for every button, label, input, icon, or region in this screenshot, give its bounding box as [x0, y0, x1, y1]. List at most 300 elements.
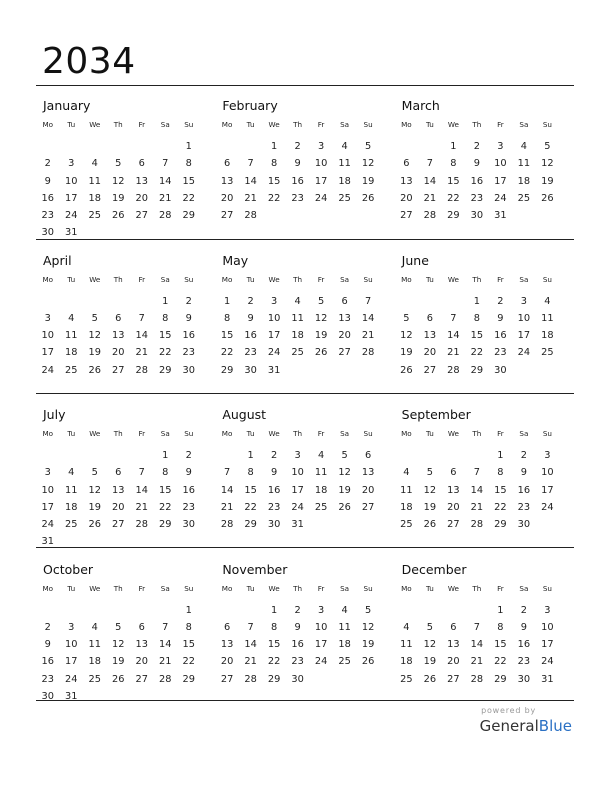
day-cell: 14: [159, 175, 172, 187]
day-cell: 6: [450, 467, 457, 479]
day-cell: 17: [65, 192, 78, 204]
day-cell: 13: [361, 467, 375, 479]
day-cell: 11: [338, 158, 351, 170]
day-cell: 25: [517, 192, 531, 204]
day-cell: 1: [247, 450, 254, 461]
weekday-header: Mo: [221, 274, 233, 284]
day-cell: 4: [341, 604, 348, 616]
weekday-header: Tu: [425, 274, 434, 284]
week-row: [395, 155, 560, 172]
day-cell: 11: [517, 158, 531, 170]
day-cell: 5: [403, 312, 410, 324]
day-cell: [130, 688, 154, 705]
week-row: [36, 516, 201, 533]
day-cell: 27: [400, 210, 413, 222]
calendar-row: [36, 550, 574, 705]
weekday-header: Su: [184, 274, 194, 284]
day-cell: 30: [267, 519, 281, 531]
day-cell: 25: [338, 192, 351, 204]
day-cell: 14: [135, 484, 148, 496]
weekday-header: Sa: [160, 274, 170, 284]
week-row: [36, 688, 201, 705]
day-cell: 14: [244, 175, 257, 187]
day-cell: 28: [159, 210, 172, 222]
day-cell: 14: [447, 330, 460, 342]
weekday-header-row: [36, 120, 201, 129]
week-row: [215, 464, 380, 481]
day-cell: [465, 602, 489, 619]
day-cell: 12: [541, 158, 554, 170]
day-cell: 4: [403, 621, 410, 633]
weekday-header: We: [268, 583, 280, 593]
day-cell: 24: [517, 347, 531, 359]
day-cell: [60, 602, 84, 619]
day-cell: 3: [520, 295, 528, 307]
week-row: [36, 344, 201, 361]
weekday-header: Fr: [317, 429, 325, 438]
day-cell: [512, 362, 536, 379]
day-cell: 16: [470, 175, 484, 187]
day-cell: 8: [223, 312, 231, 324]
day-cell: 18: [517, 175, 531, 187]
day-cell: 28: [447, 364, 460, 376]
day-cell: 11: [541, 312, 554, 324]
weeks: [395, 447, 560, 533]
weekday-header: Sa: [519, 274, 529, 284]
day-cell: 7: [138, 312, 145, 324]
day-cell: [60, 533, 84, 550]
weekday-header-row: [395, 429, 560, 438]
day-cell: [465, 447, 489, 464]
day-cell: 23: [291, 192, 304, 204]
week-row: [395, 173, 560, 190]
day-cell: 7: [138, 467, 145, 479]
day-cell: 14: [361, 312, 375, 324]
day-cell: [130, 138, 154, 155]
day-cell: 29: [470, 364, 484, 376]
day-cell: 8: [473, 312, 481, 324]
day-cell: [107, 602, 131, 619]
day-cell: 7: [162, 158, 169, 170]
weeks: [36, 602, 201, 706]
day-cell: 4: [341, 141, 348, 152]
weekday-header: Su: [363, 120, 373, 129]
day-cell: 2: [294, 141, 301, 152]
month-september: [395, 395, 574, 550]
day-cell: 17: [291, 484, 304, 496]
day-cell: 22: [220, 347, 234, 359]
weekday-header-row: [215, 120, 380, 129]
day-cell: [83, 447, 107, 464]
day-cell: [418, 447, 442, 464]
day-cell: [262, 207, 286, 224]
day-cell: 26: [314, 347, 328, 359]
day-cell: 9: [247, 312, 254, 324]
month-name: October: [43, 561, 94, 577]
month-name: November: [222, 561, 288, 577]
month-november: [215, 550, 394, 705]
day-cell: 11: [400, 639, 413, 651]
weekday-header: Tu: [425, 429, 434, 438]
weeks: [215, 602, 380, 688]
day-cell: 23: [494, 347, 507, 359]
day-cell: 29: [182, 673, 195, 685]
day-cell: 18: [541, 330, 554, 342]
weekday-header: Th: [113, 583, 123, 593]
calendar-row: [36, 86, 574, 241]
day-cell: 15: [159, 484, 172, 496]
day-cell: 16: [517, 484, 531, 496]
day-cell: 17: [541, 639, 554, 651]
day-cell: 11: [291, 312, 304, 324]
day-cell: 22: [182, 192, 195, 204]
day-cell: [36, 293, 60, 310]
day-cell: 14: [423, 175, 437, 187]
day-cell: 27: [220, 210, 234, 222]
day-cell: [286, 207, 310, 224]
month-march: [395, 86, 574, 241]
day-cell: 31: [541, 673, 554, 685]
day-cell: 4: [91, 158, 98, 170]
day-cell: 3: [317, 141, 325, 152]
day-cell: 11: [88, 175, 101, 187]
week-row: [36, 653, 201, 670]
day-cell: 20: [220, 656, 234, 668]
day-cell: 21: [135, 347, 148, 359]
week-row: [395, 516, 560, 533]
month-name: February: [222, 98, 278, 113]
day-cell: 18: [400, 501, 413, 513]
day-cell: 3: [544, 450, 551, 461]
month-august: [215, 395, 394, 550]
month-july: [36, 395, 215, 550]
weekday-header-row: [36, 584, 201, 593]
day-cell: 12: [88, 330, 101, 342]
footer-branding: [480, 706, 572, 735]
day-cell: 18: [400, 656, 413, 668]
day-cell: 22: [267, 192, 281, 204]
day-cell: 28: [244, 210, 257, 222]
day-cell: [107, 224, 131, 241]
week-row: [215, 344, 380, 361]
day-cell: 10: [314, 621, 328, 633]
day-cell: 28: [470, 673, 484, 685]
day-cell: [36, 602, 60, 619]
day-cell: 14: [470, 484, 484, 496]
day-cell: 27: [112, 519, 125, 531]
day-cell: 3: [317, 604, 325, 616]
weekday-header: Th: [472, 274, 482, 284]
day-cell: 26: [423, 519, 437, 531]
day-cell: 29: [182, 210, 195, 222]
weekday-header-row: [395, 120, 560, 129]
weekday-header: Th: [472, 429, 482, 438]
week-row: [395, 464, 560, 481]
weekday-header: Mo: [221, 583, 233, 593]
day-cell: [395, 447, 419, 464]
weekday-header: We: [89, 274, 101, 284]
day-cell: 17: [517, 330, 531, 342]
weeks: [215, 138, 380, 224]
day-cell: 9: [520, 621, 528, 633]
day-cell: 6: [426, 312, 434, 324]
day-cell: [215, 138, 239, 155]
day-cell: 11: [65, 330, 78, 342]
day-cell: 21: [470, 656, 484, 668]
day-cell: 3: [497, 141, 504, 152]
month-name: January: [43, 98, 91, 113]
weekday-header: Sa: [340, 583, 350, 593]
day-cell: 24: [267, 347, 281, 359]
day-cell: 26: [541, 192, 554, 204]
weekday-header: Mo: [401, 583, 412, 593]
day-cell: 19: [541, 175, 554, 187]
day-cell: 5: [91, 312, 98, 324]
day-cell: [107, 447, 131, 464]
day-cell: 25: [400, 519, 413, 531]
day-cell: [130, 447, 154, 464]
weekday-header: We: [447, 120, 459, 129]
day-cell: 19: [400, 347, 413, 359]
day-cell: 15: [267, 639, 281, 651]
week-row: [36, 362, 201, 379]
day-cell: 27: [220, 673, 234, 685]
day-cell: [215, 447, 239, 464]
day-cell: 2: [270, 450, 278, 461]
day-cell: 19: [338, 484, 351, 496]
week-row: [36, 155, 201, 172]
week-row: [395, 482, 560, 499]
week-row: [215, 619, 380, 636]
weekday-header: Th: [293, 274, 303, 284]
day-cell: 29: [494, 673, 507, 685]
day-cell: [177, 533, 201, 550]
day-cell: 24: [65, 673, 78, 685]
week-row: [36, 173, 201, 190]
day-cell: 4: [68, 467, 75, 479]
day-cell: 21: [423, 192, 437, 204]
weekday-header: Su: [542, 583, 552, 593]
weekday-header: Tu: [246, 274, 255, 284]
day-cell: 31: [494, 210, 507, 222]
day-cell: [83, 293, 107, 310]
weekday-header: Tu: [67, 429, 76, 438]
weekday-header: Tu: [67, 120, 76, 129]
day-cell: 18: [88, 192, 101, 204]
weekday-header-row: [36, 275, 201, 284]
day-cell: 20: [400, 192, 413, 204]
day-cell: 25: [400, 673, 413, 685]
day-cell: 18: [65, 347, 78, 359]
day-cell: 1: [497, 450, 504, 461]
weekday-header: We: [268, 274, 280, 284]
day-cell: 15: [159, 330, 172, 342]
day-cell: 4: [317, 450, 325, 461]
day-cell: [239, 138, 263, 155]
day-cell: 22: [494, 656, 507, 668]
day-cell: 23: [244, 347, 257, 359]
day-cell: 29: [447, 210, 460, 222]
day-cell: 22: [244, 501, 257, 513]
weeks: [395, 138, 560, 224]
day-cell: [418, 138, 442, 155]
day-cell: 10: [494, 158, 507, 170]
weekday-header: Mo: [42, 429, 54, 438]
day-cell: 7: [426, 158, 434, 170]
weekday-header: Su: [363, 274, 373, 284]
calendar-row: [36, 241, 574, 396]
day-cell: 8: [185, 158, 192, 170]
day-cell: 17: [314, 175, 328, 187]
weekday-header: Sa: [340, 274, 350, 284]
week-row: [215, 447, 380, 464]
day-cell: 31: [41, 536, 54, 548]
day-cell: [442, 293, 466, 310]
day-cell: 30: [244, 364, 257, 376]
day-cell: 5: [364, 604, 372, 616]
day-cell: 10: [314, 158, 328, 170]
day-cell: 26: [400, 364, 413, 376]
day-cell: [333, 516, 357, 533]
day-cell: 24: [41, 364, 54, 376]
weekday-header: Sa: [160, 583, 170, 593]
day-cell: 3: [44, 467, 51, 479]
day-cell: [309, 207, 333, 224]
weekday-header: Th: [113, 429, 123, 438]
day-cell: 28: [470, 519, 484, 531]
weekday-header: Mo: [42, 583, 54, 593]
day-cell: 29: [267, 673, 281, 685]
weekday-header: Su: [542, 429, 552, 438]
day-cell: 15: [494, 639, 507, 651]
day-cell: [154, 688, 178, 705]
weekday-header: Th: [472, 583, 482, 593]
day-cell: 27: [423, 364, 437, 376]
day-cell: 8: [497, 621, 504, 633]
day-cell: 3: [270, 295, 278, 307]
week-row: [36, 447, 201, 464]
day-cell: [36, 447, 60, 464]
day-cell: 28: [244, 673, 257, 685]
day-cell: 15: [447, 175, 460, 187]
weekday-header: Fr: [138, 583, 146, 593]
month-name: July: [43, 407, 66, 422]
day-cell: [442, 602, 466, 619]
day-cell: 5: [115, 621, 122, 633]
day-cell: 7: [473, 467, 481, 479]
day-cell: 2: [185, 450, 192, 461]
weekday-header: Fr: [317, 274, 325, 284]
weekday-header: Th: [293, 120, 303, 129]
day-cell: 20: [135, 192, 148, 204]
day-cell: [536, 362, 560, 379]
day-cell: 12: [314, 312, 328, 324]
day-cell: 16: [517, 639, 531, 651]
day-cell: 24: [41, 519, 54, 531]
day-cell: 15: [182, 639, 195, 651]
day-cell: 22: [159, 347, 172, 359]
day-cell: 9: [44, 175, 51, 187]
day-cell: 25: [88, 210, 101, 222]
day-cell: 9: [294, 158, 301, 170]
day-cell: [154, 138, 178, 155]
day-cell: [60, 138, 84, 155]
day-cell: 24: [291, 501, 304, 513]
day-cell: 5: [341, 450, 348, 461]
weekday-header: Tu: [425, 583, 434, 593]
day-cell: 24: [314, 656, 328, 668]
weekday-header: Mo: [401, 429, 412, 438]
weekday-header: We: [89, 120, 101, 129]
week-row: [215, 155, 380, 172]
day-cell: 23: [41, 673, 54, 685]
day-cell: 8: [270, 621, 278, 633]
day-cell: [177, 224, 201, 241]
day-cell: 20: [447, 501, 460, 513]
weeks: [36, 138, 201, 242]
day-cell: 23: [267, 501, 281, 513]
day-cell: 20: [112, 501, 125, 513]
day-cell: 12: [361, 158, 375, 170]
day-cell: 4: [91, 621, 98, 633]
day-cell: 8: [162, 312, 169, 324]
weekday-header-row: [215, 584, 380, 593]
day-cell: 13: [112, 330, 125, 342]
day-cell: 23: [517, 501, 531, 513]
day-cell: 1: [270, 604, 278, 616]
month-name: April: [43, 252, 72, 268]
day-cell: 1: [473, 295, 481, 307]
day-cell: 10: [267, 312, 281, 324]
day-cell: [154, 533, 178, 550]
weekday-header: Fr: [317, 120, 325, 129]
weekday-header: Fr: [497, 429, 504, 438]
day-cell: 20: [423, 347, 437, 359]
powered-by-label: powered by: [481, 706, 536, 715]
day-cell: 18: [314, 484, 328, 496]
day-cell: 12: [88, 484, 101, 496]
weekday-header: Tu: [246, 583, 255, 593]
day-cell: 6: [364, 450, 372, 461]
day-cell: 21: [244, 192, 257, 204]
day-cell: 27: [447, 673, 460, 685]
day-cell: 19: [112, 192, 125, 204]
week-row: [215, 293, 380, 310]
day-cell: 29: [494, 519, 507, 531]
weekday-header: Su: [184, 120, 194, 129]
weekday-header: Su: [542, 274, 552, 284]
day-cell: [107, 688, 131, 705]
weekday-header: We: [447, 583, 459, 593]
day-cell: 5: [91, 467, 98, 479]
day-cell: 10: [41, 484, 54, 496]
day-cell: [130, 224, 154, 241]
day-cell: 28: [220, 519, 234, 531]
day-cell: 28: [361, 347, 375, 359]
day-cell: 26: [112, 673, 125, 685]
year-title: 2034: [42, 41, 136, 82]
day-cell: [333, 671, 357, 688]
weekday-header: Fr: [317, 583, 325, 593]
day-cell: 20: [135, 656, 148, 668]
day-cell: [107, 293, 131, 310]
weekday-header: Su: [184, 583, 194, 593]
day-cell: 22: [267, 656, 281, 668]
weekday-header: Th: [472, 120, 482, 129]
day-cell: 21: [470, 501, 484, 513]
weekday-header: Su: [363, 583, 373, 593]
day-cell: 5: [364, 141, 372, 152]
